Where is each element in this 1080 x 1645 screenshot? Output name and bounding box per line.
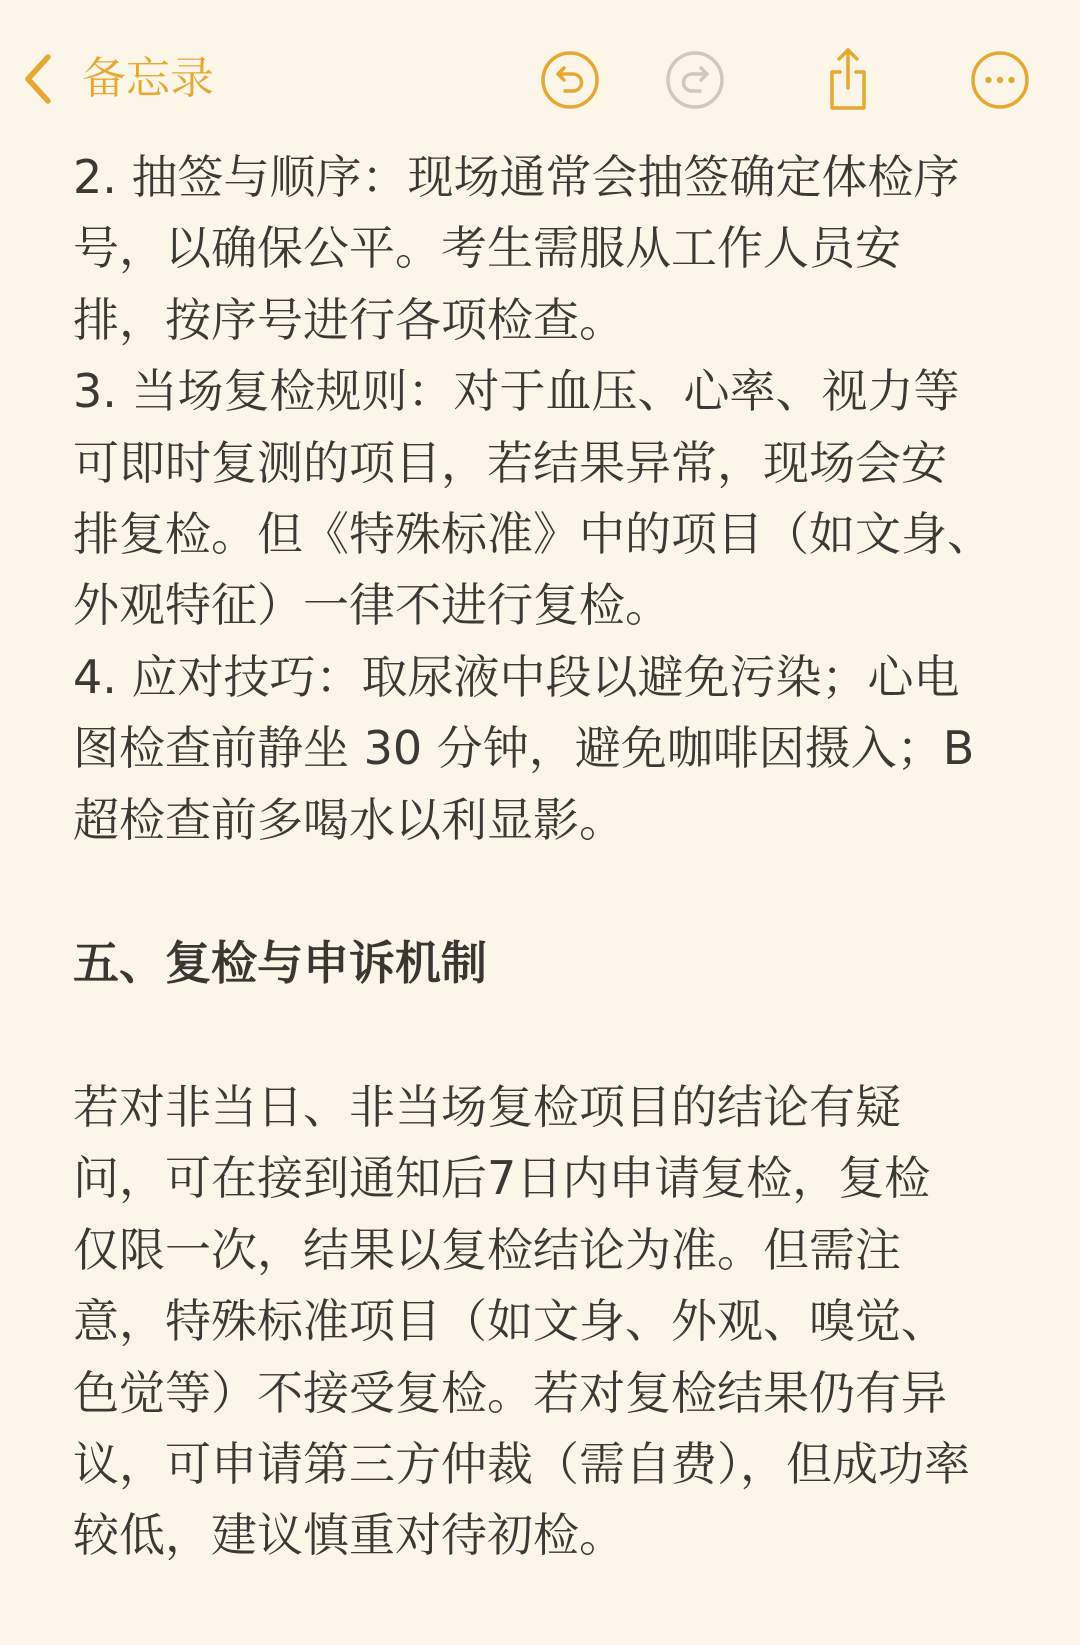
undo-icon[interactable] [538,46,602,114]
list-line: 超检查前多喝水以利显影。 [73,792,625,847]
back-label: 备忘录 [82,53,214,104]
share-icon[interactable] [816,46,880,114]
redo-icon[interactable] [663,46,727,114]
note-list[interactable] [73,142,1033,856]
chevron-left-icon [18,49,58,109]
list-line: 图检查前静坐 30 分钟，避免咖啡因摄入；B [73,721,975,776]
list-line: 外观特征）一律不进行复检。 [73,578,671,633]
list-line: 排复检。但《特殊标准》中的项目（如文身、 [73,506,993,561]
paragraph-line: 若对非当日、非当场复检项目的结论有疑 [73,1080,901,1134]
paragraph-line: 较低，建议慎重对待初检。 [73,1508,625,1563]
note-paragraph[interactable] [73,1072,1033,1572]
list-line: 排，按序号进行各项检查。 [73,292,625,347]
back-button[interactable] [18,46,214,112]
paragraph-line: 问，可在接到通知后7日内申请复检，复检 [73,1151,931,1206]
paragraph-line: 议，可申请第三方仲裁（需自费），但成功率 [73,1436,970,1491]
paragraph-line: 仅限一次，结果以复检结论为准。但需注 [73,1222,901,1277]
section-heading-block[interactable] [73,928,1033,999]
list-line: 3. 当场复检规则：对于血压、心率、视力等 [73,364,960,419]
more-icon[interactable] [968,46,1032,114]
paragraph-line: 意，特殊标准项目（如文身、外观、嗅觉、 [73,1294,947,1349]
list-line: 号，以确保公平。考生需服从工作人员安 [73,221,901,276]
list-line: 可即时复测的项目，若结果异常，现场会安 [73,435,947,490]
list-line: 4. 应对技巧：取尿液中段以避免污染；心电 [73,649,960,704]
list-line: 2. 抽签与顺序：现场通常会抽签确定体检序 [73,150,960,204]
paragraph-line: 色觉等）不接受复检。若对复检结果仍有异 [73,1365,947,1420]
section-heading: 五、复检与申诉机制 [73,936,487,990]
